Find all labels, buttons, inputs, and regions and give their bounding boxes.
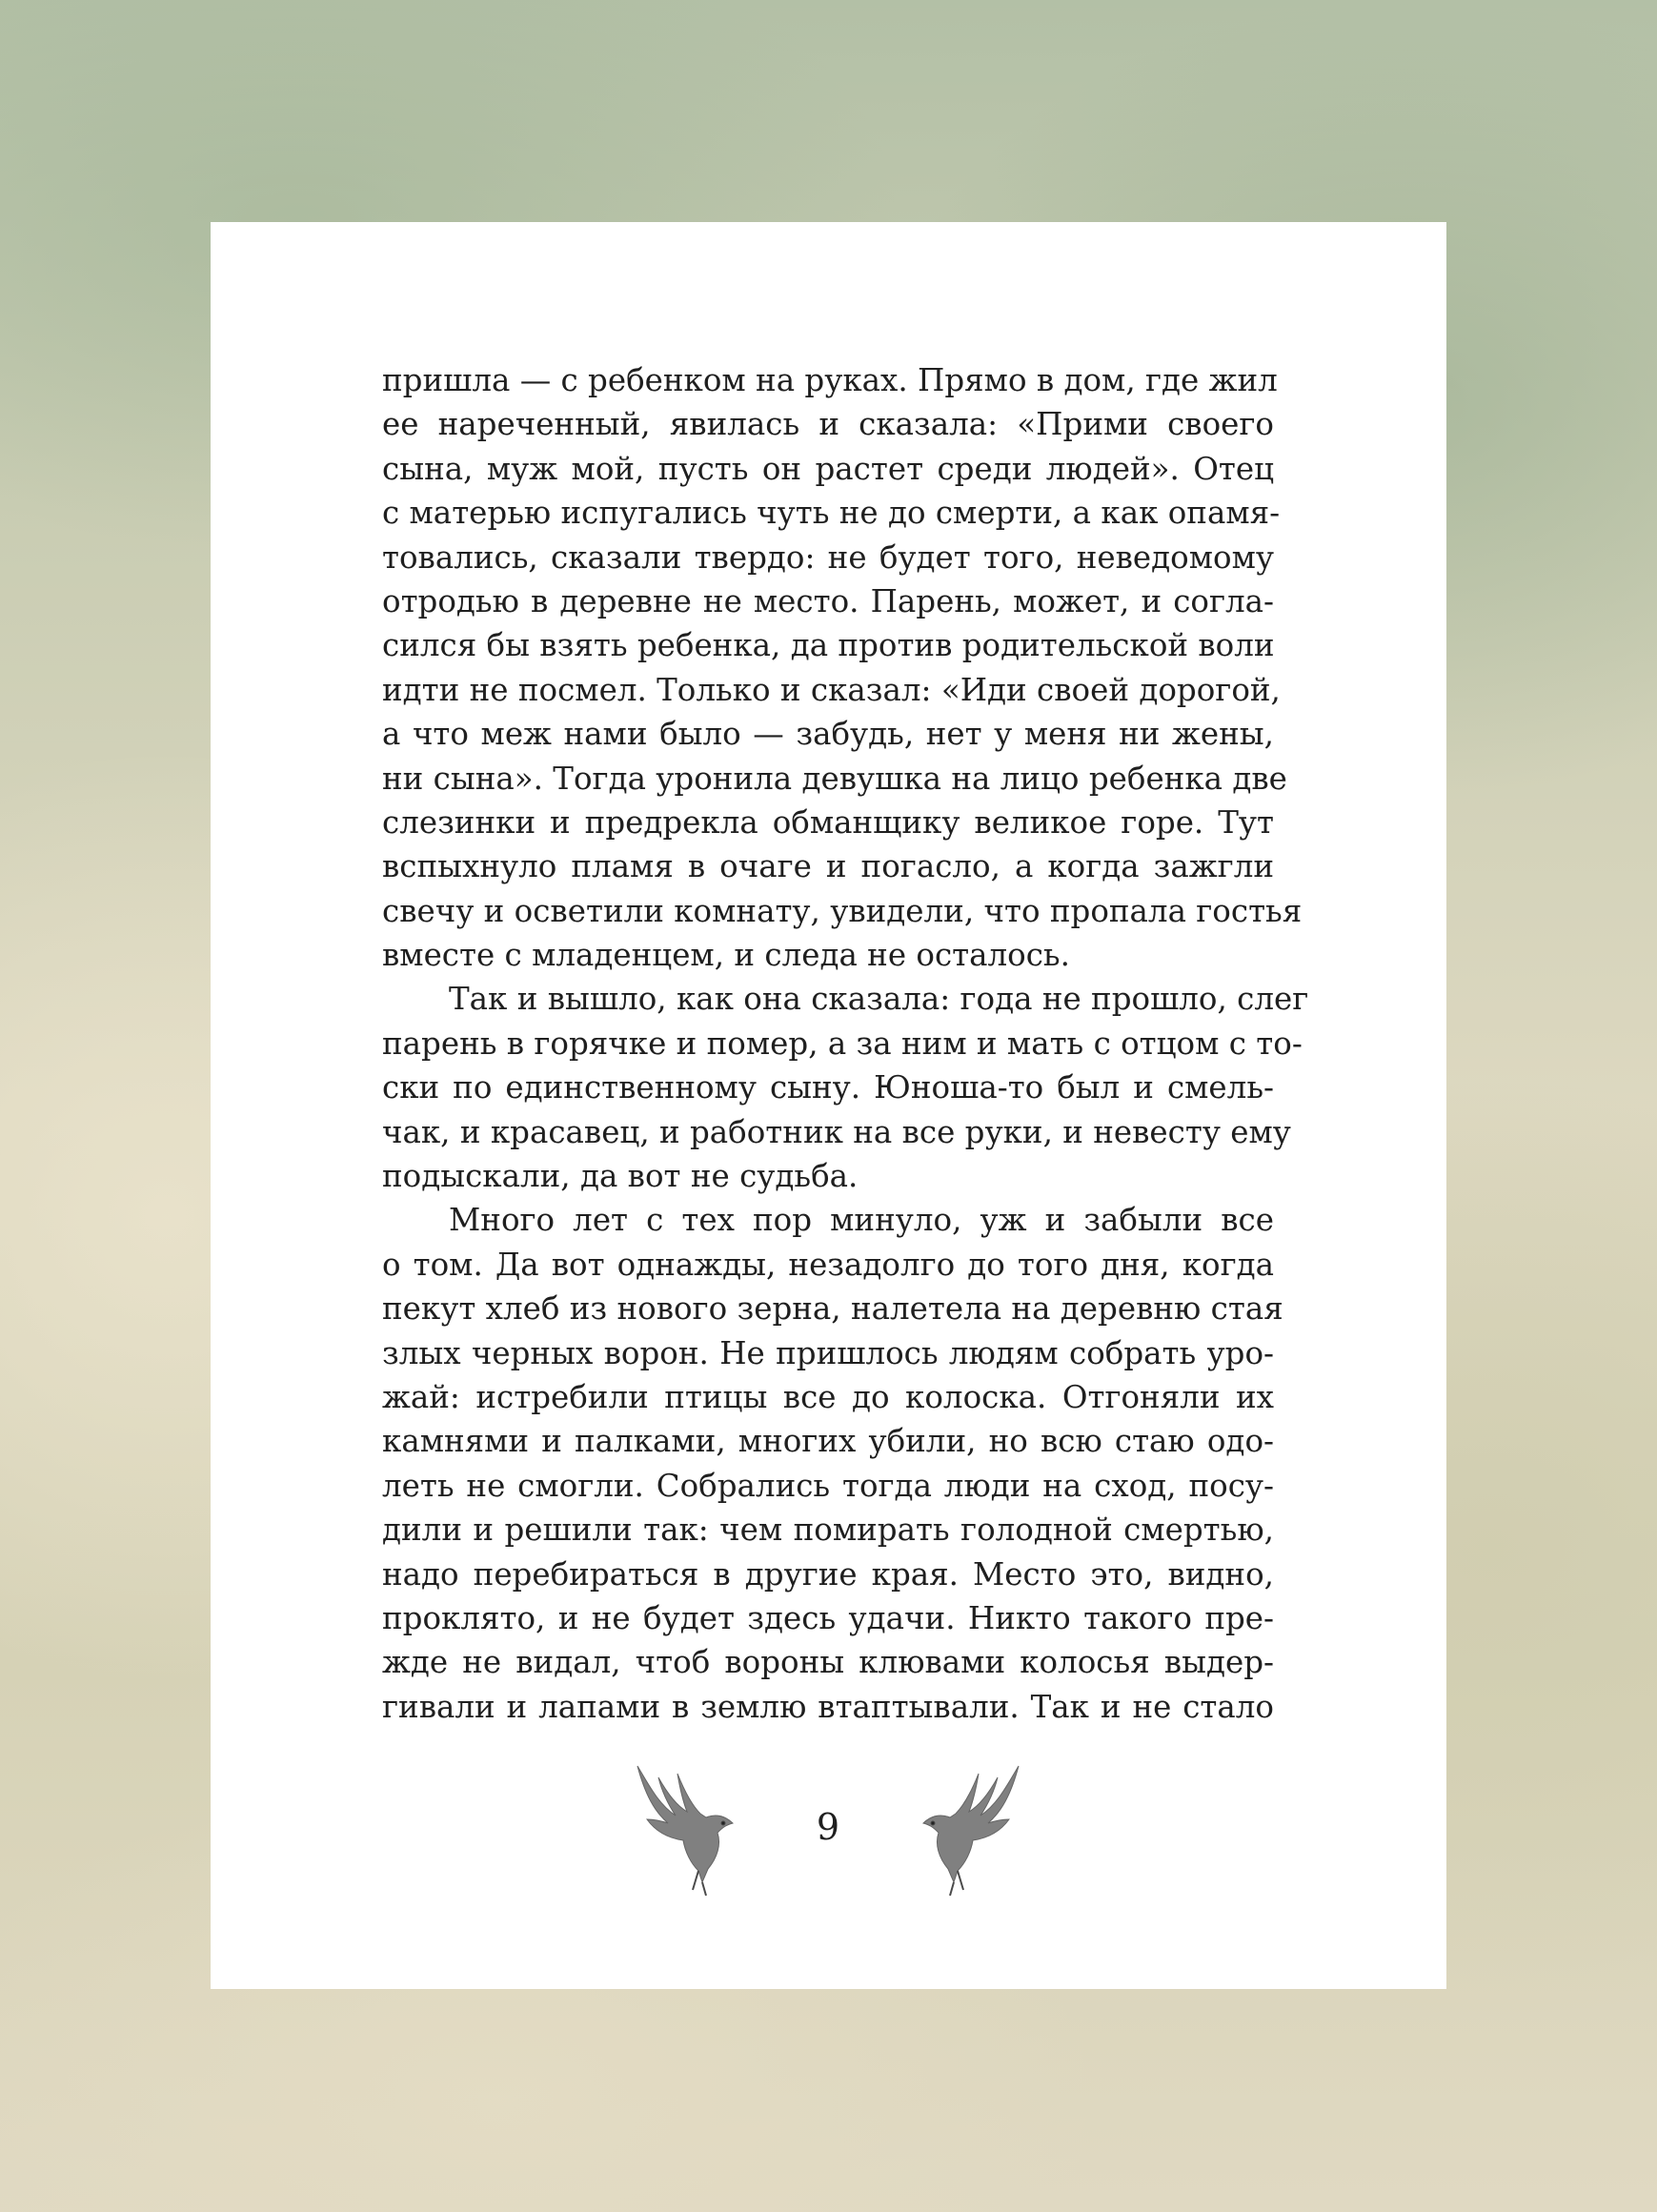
- text-line: подыскали, да вот не судьба.: [382, 1158, 859, 1195]
- text-line: отродью в деревне не место. Парень, может, и согла-: [382, 582, 1274, 619]
- raven-icon-right: [902, 1756, 1026, 1899]
- text-line: жде не видал, чтоб вороны клювами колосья выдер-: [382, 1644, 1274, 1681]
- text-line: леть не смогли. Собрались тогда люди на сход, посу-: [382, 1467, 1274, 1504]
- text-line: ски по единственному сыну. Юноша-то был и смель-: [382, 1069, 1274, 1106]
- text-line: вспыхнуло пламя в очаге и погасло, а когда зажгли: [382, 848, 1274, 885]
- text-line: с матерью испугались чуть не до смерти, а как опамя-: [382, 495, 1281, 532]
- body-text: [382, 358, 1309, 1729]
- text-line: дили и решили так: чем помирать голодной смертью,: [382, 1512, 1274, 1549]
- text-line: ни сына». Тогда уронила девушка на лицо ребенка две: [382, 760, 1287, 797]
- raven-icon-left: [630, 1756, 754, 1899]
- text-line: пекут хлеб из нового зерна, налетела на деревню стая: [382, 1290, 1283, 1328]
- text-line: злых черных ворон. Не пришлось людям собрать уро-: [382, 1334, 1274, 1371]
- page-number: 9: [816, 1806, 840, 1848]
- text-line: пришла — с ребенком на руках. Прямо в дом, где жил: [382, 362, 1278, 398]
- text-line: идти не посмел. Только и сказал: «Иди своей дорогой,: [382, 671, 1281, 708]
- text-line: о том. Да вот однажды, незадолго до того дня, когда: [382, 1246, 1274, 1283]
- text-line: гивали и лапами в землю втаптывали. Так и не стало: [382, 1688, 1274, 1725]
- text-line: Много лет с тех пор минуло, уж и забыли все: [449, 1202, 1274, 1239]
- text-line: проклято, и не будет здесь удачи. Никто такого пре-: [382, 1599, 1274, 1636]
- text-line: слезинки и предрекла обманщику великое горе. Тут: [382, 803, 1274, 841]
- text-line: товались, сказали твердо: не будет того, неведомому: [382, 538, 1274, 576]
- page-footer: [211, 1756, 1446, 1909]
- book-page: [211, 222, 1446, 1989]
- text-line: сился бы взять ребенка, да против родительской воли: [382, 627, 1275, 664]
- text-line: парень в горячке и помер, а за ним и мать с отцом с то-: [382, 1025, 1303, 1062]
- text-line: ее нареченный, явилась и сказала: «Прими своего: [382, 406, 1274, 443]
- text-line: камнями и палками, многих убили, но всю стаю одо-: [382, 1423, 1274, 1460]
- text-line: Так и вышло, как она сказала: года не прошло, слег: [449, 981, 1309, 1018]
- text-line: чак, и красавец, и работник на все руки, и невесту ему: [382, 1113, 1291, 1150]
- text-line: вместе с младенцем, и следа не осталось.: [382, 937, 1070, 974]
- text-line: надо перебираться в другие края. Место это, видно,: [382, 1555, 1274, 1593]
- text-line: а что меж нами было — забудь, нет у меня ни жены,: [382, 716, 1274, 753]
- text-line: свечу и осветили комнату, увидели, что пропала гостья: [382, 892, 1303, 929]
- text-line: сына, муж мой, пусть он растет среди людей». Отец: [382, 450, 1274, 487]
- text-line: жай: истребили птицы все до колоска. Отгоняли их: [382, 1378, 1274, 1415]
